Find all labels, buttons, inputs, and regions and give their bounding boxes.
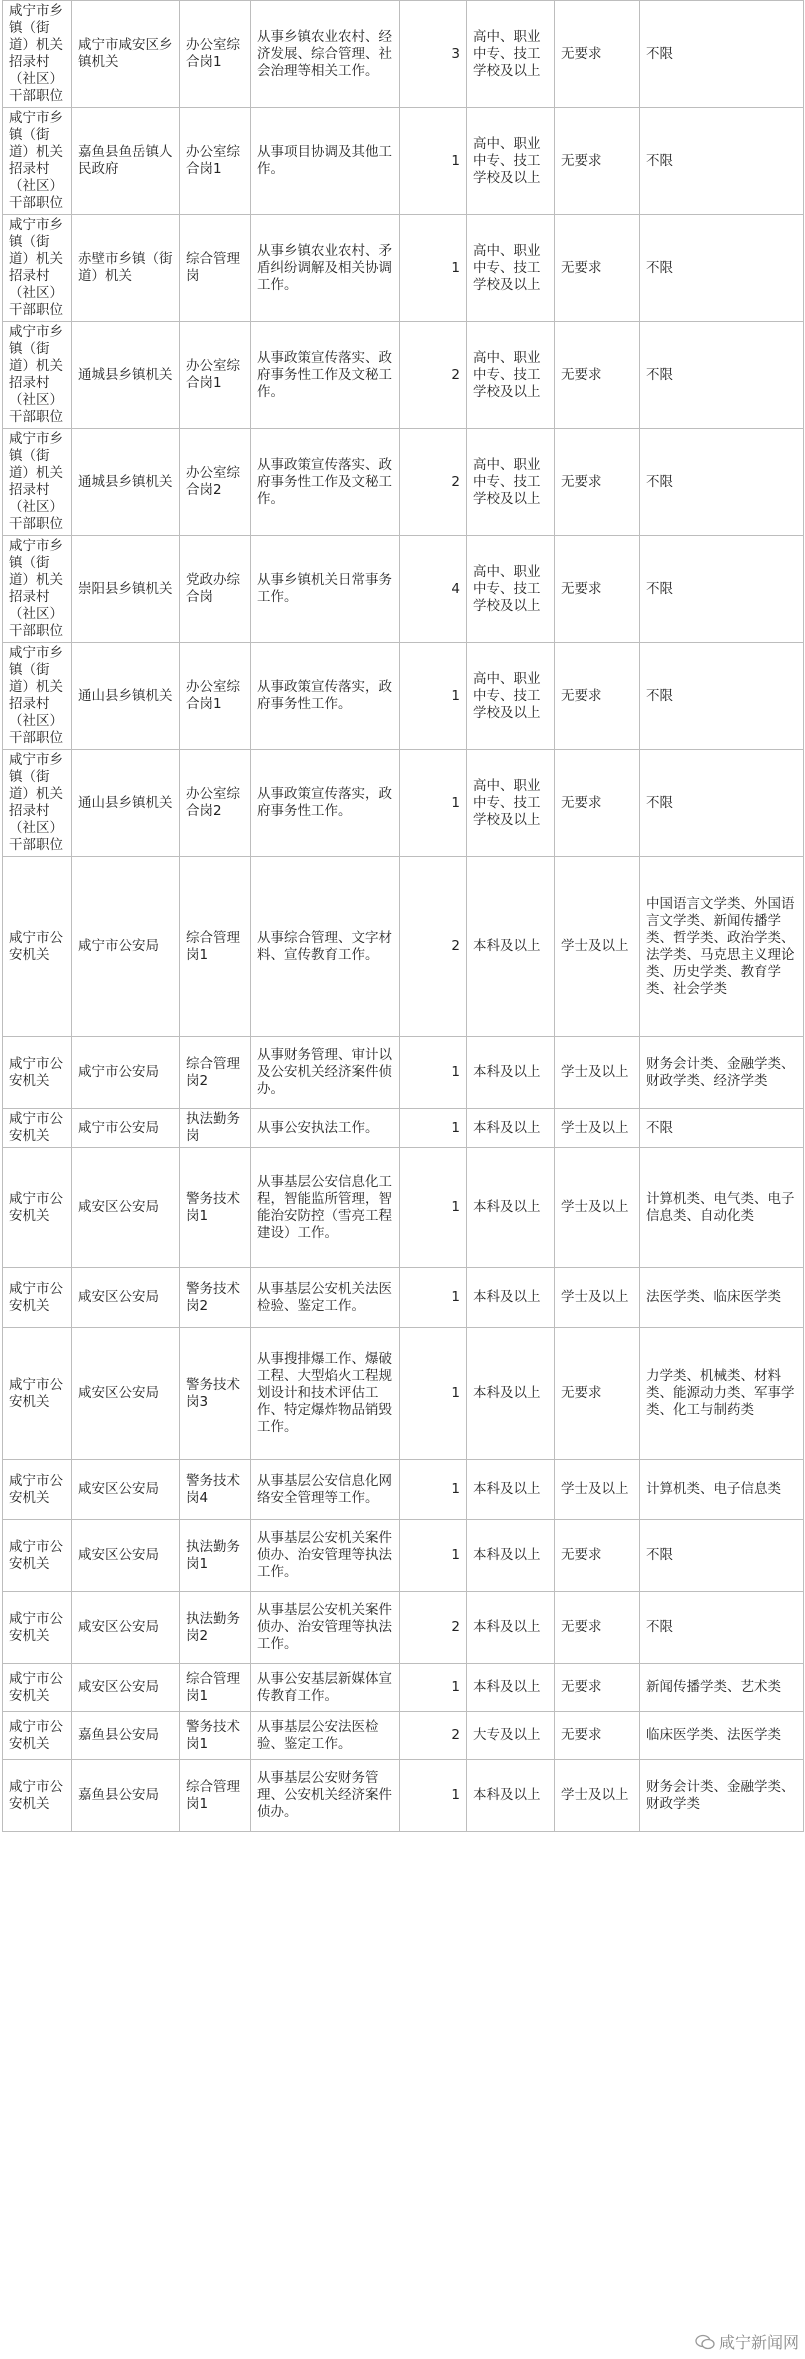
- cell-major: 财务会计类、金融学类、财政学类: [640, 1760, 804, 1832]
- cell-unit: 咸宁市公安机关: [3, 1037, 72, 1109]
- cell-major: 财务会计类、金融学类、财政学类、经济学类: [640, 1037, 804, 1109]
- cell-degree: 无要求: [555, 536, 640, 643]
- cell-position: 警务技术岗1: [180, 1148, 251, 1268]
- cell-position: 办公室综合岗2: [180, 750, 251, 857]
- cell-position: 办公室综合岗1: [180, 1, 251, 108]
- cell-degree: 无要求: [555, 643, 640, 750]
- cell-major: 不限: [640, 536, 804, 643]
- cell-education: 高中、职业中专、技工学校及以上: [467, 429, 555, 536]
- cell-education: 本科及以上: [467, 1592, 555, 1664]
- cell-department: 赤壁市乡镇（街道）机关: [72, 215, 180, 322]
- cell-duties: 从事财务管理、审计以及公安机关经济案件侦办。: [251, 1037, 400, 1109]
- cell-duties: 从事基层公安机关案件侦办、治安管理等执法工作。: [251, 1520, 400, 1592]
- cell-unit: 咸宁市乡镇（街道）机关招录村（社区）干部职位: [3, 215, 72, 322]
- cell-duties: 从事基层公安财务管理、公安机关经济案件侦办。: [251, 1760, 400, 1832]
- cell-degree: 无要求: [555, 215, 640, 322]
- cell-unit: 咸宁市公安机关: [3, 1760, 72, 1832]
- cell-unit: 咸宁市乡镇（街道）机关招录村（社区）干部职位: [3, 1, 72, 108]
- cell-headcount: 2: [400, 857, 467, 1037]
- cell-headcount: 1: [400, 1328, 467, 1460]
- cell-major: 不限: [640, 108, 804, 215]
- watermark: [695, 2330, 799, 2353]
- cell-duties: 从事政策宣传落实，政府事务性工作。: [251, 643, 400, 750]
- cell-department: 咸安区公安局: [72, 1460, 180, 1520]
- cell-position: 办公室综合岗1: [180, 643, 251, 750]
- cell-major: 不限: [640, 1520, 804, 1592]
- cell-degree: 无要求: [555, 1328, 640, 1460]
- cell-headcount: 2: [400, 322, 467, 429]
- cell-major: 不限: [640, 215, 804, 322]
- cell-headcount: 1: [400, 1037, 467, 1109]
- cell-position: 综合管理岗1: [180, 1664, 251, 1712]
- cell-department: 咸安区公安局: [72, 1148, 180, 1268]
- table-row: [3, 108, 804, 215]
- cell-headcount: 4: [400, 536, 467, 643]
- cell-department: 咸宁市公安局: [72, 857, 180, 1037]
- cell-education: 本科及以上: [467, 1760, 555, 1832]
- cell-major: 不限: [640, 750, 804, 857]
- cell-department: 咸宁市咸安区乡镇机关: [72, 1, 180, 108]
- cell-major: 中国语言文学类、外国语言文学类、新闻传播学类、哲学类、政治学类、法学类、马克思主义理论类、历史学类、教育学类、社会学类: [640, 857, 804, 1037]
- table-row: [3, 1148, 804, 1268]
- cell-unit: 咸宁市公安机关: [3, 1148, 72, 1268]
- cell-headcount: 1: [400, 1664, 467, 1712]
- cell-department: 咸安区公安局: [72, 1328, 180, 1460]
- cell-department: 通山县乡镇机关: [72, 643, 180, 750]
- cell-duties: 从事项目协调及其他工作。: [251, 108, 400, 215]
- cell-unit: 咸宁市公安机关: [3, 1592, 72, 1664]
- cell-unit: 咸宁市公安机关: [3, 1460, 72, 1520]
- cell-unit: 咸宁市乡镇（街道）机关招录村（社区）干部职位: [3, 750, 72, 857]
- cell-position: 党政办综合岗: [180, 536, 251, 643]
- cell-headcount: 3: [400, 1, 467, 108]
- cell-education: 本科及以上: [467, 1148, 555, 1268]
- cell-degree: 无要求: [555, 750, 640, 857]
- table-row: [3, 1664, 804, 1712]
- watermark-text: 咸宁新闻网: [718, 2333, 799, 2352]
- cell-degree: 无要求: [555, 1592, 640, 1664]
- cell-degree: 学士及以上: [555, 1037, 640, 1109]
- cell-headcount: 2: [400, 429, 467, 536]
- cell-education: 本科及以上: [467, 1460, 555, 1520]
- cell-duties: 从事基层公安法医检验、鉴定工作。: [251, 1712, 400, 1760]
- cell-department: 通城县乡镇机关: [72, 429, 180, 536]
- table-row: [3, 1460, 804, 1520]
- cell-duties: 从事乡镇机关日常事务工作。: [251, 536, 400, 643]
- cell-degree: 学士及以上: [555, 1148, 640, 1268]
- cell-education: 本科及以上: [467, 1037, 555, 1109]
- cell-department: 通城县乡镇机关: [72, 322, 180, 429]
- cell-major: 不限: [640, 1592, 804, 1664]
- cell-headcount: 1: [400, 643, 467, 750]
- cell-education: 本科及以上: [467, 1268, 555, 1328]
- cell-education: 本科及以上: [467, 1664, 555, 1712]
- cell-major: 计算机类、电气类、电子信息类、自动化类: [640, 1148, 804, 1268]
- cell-education: 高中、职业中专、技工学校及以上: [467, 215, 555, 322]
- cell-duties: 从事公安基层新媒体宣传教育工作。: [251, 1664, 400, 1712]
- cell-position: 办公室综合岗2: [180, 429, 251, 536]
- cell-education: 本科及以上: [467, 1328, 555, 1460]
- cell-unit: 咸宁市公安机关: [3, 1268, 72, 1328]
- cell-headcount: 1: [400, 1760, 467, 1832]
- cell-headcount: 1: [400, 1109, 467, 1148]
- cell-education: 高中、职业中专、技工学校及以上: [467, 643, 555, 750]
- cell-major: 新闻传播学类、艺术类: [640, 1664, 804, 1712]
- cell-headcount: 1: [400, 108, 467, 215]
- cell-education: 高中、职业中专、技工学校及以上: [467, 108, 555, 215]
- cell-headcount: 1: [400, 1268, 467, 1328]
- cell-degree: 无要求: [555, 429, 640, 536]
- cell-position: 执法勤务岗1: [180, 1520, 251, 1592]
- cell-position: 警务技术岗4: [180, 1460, 251, 1520]
- job-table: [2, 0, 804, 1832]
- cell-unit: 咸宁市公安机关: [3, 1520, 72, 1592]
- cell-unit: 咸宁市乡镇（街道）机关招录村（社区）干部职位: [3, 108, 72, 215]
- cell-position: 办公室综合岗1: [180, 108, 251, 215]
- table-row: [3, 1, 804, 108]
- cell-unit: 咸宁市公安机关: [3, 1328, 72, 1460]
- table-row: [3, 1520, 804, 1592]
- cell-degree: 学士及以上: [555, 857, 640, 1037]
- cell-duties: 从事搜排爆工作、爆破工程、大型焰火工程规划设计和技术评估工作、特定爆炸物品销毁工作。: [251, 1328, 400, 1460]
- cell-department: 咸安区公安局: [72, 1664, 180, 1712]
- table-row: [3, 1760, 804, 1832]
- table-row: [3, 750, 804, 857]
- cell-degree: 无要求: [555, 108, 640, 215]
- cell-education: 高中、职业中专、技工学校及以上: [467, 322, 555, 429]
- cell-department: 通山县乡镇机关: [72, 750, 180, 857]
- table-row: [3, 1037, 804, 1109]
- cell-position: 综合管理岗2: [180, 1037, 251, 1109]
- cell-unit: 咸宁市公安机关: [3, 857, 72, 1037]
- table-row: [3, 1712, 804, 1760]
- cell-education: 本科及以上: [467, 857, 555, 1037]
- cell-major: 不限: [640, 322, 804, 429]
- cell-major: 不限: [640, 643, 804, 750]
- cell-degree: 无要求: [555, 1, 640, 108]
- wechat-icon: [695, 2334, 715, 2350]
- cell-degree: 无要求: [555, 1712, 640, 1760]
- cell-duties: 从事政策宣传落实、政府事务性工作及文秘工作。: [251, 429, 400, 536]
- cell-position: 警务技术岗3: [180, 1328, 251, 1460]
- cell-unit: 咸宁市乡镇（街道）机关招录村（社区）干部职位: [3, 643, 72, 750]
- cell-degree: 学士及以上: [555, 1460, 640, 1520]
- cell-duties: 从事综合管理、文字材料、宣传教育工作。: [251, 857, 400, 1037]
- cell-duties: 从事基层公安机关案件侦办、治安管理等执法工作。: [251, 1592, 400, 1664]
- cell-major: 力学类、机械类、材料类、能源动力类、军事学类、化工与制药类: [640, 1328, 804, 1460]
- cell-unit: 咸宁市公安机关: [3, 1109, 72, 1148]
- cell-headcount: 1: [400, 1520, 467, 1592]
- cell-position: 办公室综合岗1: [180, 322, 251, 429]
- cell-duties: 从事基层公安机关法医检验、鉴定工作。: [251, 1268, 400, 1328]
- cell-position: 综合管理岗1: [180, 1760, 251, 1832]
- cell-duties: 从事政策宣传落实，政府事务性工作。: [251, 750, 400, 857]
- cell-duties: 从事基层公安信息化网络安全管理等工作。: [251, 1460, 400, 1520]
- cell-unit: 咸宁市公安机关: [3, 1712, 72, 1760]
- cell-position: 综合管理岗: [180, 215, 251, 322]
- cell-position: 警务技术岗1: [180, 1712, 251, 1760]
- cell-education: 本科及以上: [467, 1520, 555, 1592]
- table-row: [3, 643, 804, 750]
- cell-major: 不限: [640, 429, 804, 536]
- cell-degree: 无要求: [555, 322, 640, 429]
- cell-department: 咸安区公安局: [72, 1592, 180, 1664]
- cell-department: 崇阳县乡镇机关: [72, 536, 180, 643]
- cell-headcount: 1: [400, 1148, 467, 1268]
- cell-department: 嘉鱼县公安局: [72, 1712, 180, 1760]
- cell-education: 本科及以上: [467, 1109, 555, 1148]
- cell-headcount: 2: [400, 1712, 467, 1760]
- cell-headcount: 1: [400, 1460, 467, 1520]
- cell-unit: 咸宁市乡镇（街道）机关招录村（社区）干部职位: [3, 429, 72, 536]
- table-row: [3, 322, 804, 429]
- table-row: [3, 215, 804, 322]
- cell-department: 嘉鱼县鱼岳镇人民政府: [72, 108, 180, 215]
- cell-degree: 学士及以上: [555, 1109, 640, 1148]
- cell-duties: 从事乡镇农业农村、矛盾纠纷调解及相关协调工作。: [251, 215, 400, 322]
- cell-unit: 咸宁市乡镇（街道）机关招录村（社区）干部职位: [3, 322, 72, 429]
- cell-degree: 学士及以上: [555, 1268, 640, 1328]
- cell-headcount: 1: [400, 215, 467, 322]
- cell-department: 嘉鱼县公安局: [72, 1760, 180, 1832]
- cell-degree: 无要求: [555, 1520, 640, 1592]
- table-row: [3, 857, 804, 1037]
- cell-unit: 咸宁市公安机关: [3, 1664, 72, 1712]
- cell-education: 高中、职业中专、技工学校及以上: [467, 750, 555, 857]
- cell-duties: 从事公安执法工作。: [251, 1109, 400, 1148]
- cell-duties: 从事政策宣传落实、政府事务性工作及文秘工作。: [251, 322, 400, 429]
- cell-major: 不限: [640, 1, 804, 108]
- job-table-body: [3, 1, 804, 1832]
- cell-position: 执法勤务岗2: [180, 1592, 251, 1664]
- cell-department: 咸安区公安局: [72, 1268, 180, 1328]
- cell-position: 警务技术岗2: [180, 1268, 251, 1328]
- cell-degree: 无要求: [555, 1664, 640, 1712]
- cell-duties: 从事基层公安信息化工程，智能监所管理，智能治安防控（雪亮工程建设）工作。: [251, 1148, 400, 1268]
- cell-education: 高中、职业中专、技工学校及以上: [467, 1, 555, 108]
- table-row: [3, 429, 804, 536]
- cell-major: 计算机类、电子信息类: [640, 1460, 804, 1520]
- cell-headcount: 2: [400, 1592, 467, 1664]
- cell-department: 咸宁市公安局: [72, 1037, 180, 1109]
- cell-education: 大专及以上: [467, 1712, 555, 1760]
- cell-major: 不限: [640, 1109, 804, 1148]
- cell-position: 执法勤务岗: [180, 1109, 251, 1148]
- cell-department: 咸安区公安局: [72, 1520, 180, 1592]
- table-row: [3, 1109, 804, 1148]
- cell-duties: 从事乡镇农业农村、经济发展、综合管理、社会治理等相关工作。: [251, 1, 400, 108]
- cell-education: 高中、职业中专、技工学校及以上: [467, 536, 555, 643]
- table-row: [3, 1328, 804, 1460]
- cell-unit: 咸宁市乡镇（街道）机关招录村（社区）干部职位: [3, 536, 72, 643]
- cell-headcount: 1: [400, 750, 467, 857]
- table-row: [3, 536, 804, 643]
- cell-major: 临床医学类、法医学类: [640, 1712, 804, 1760]
- cell-major: 法医学类、临床医学类: [640, 1268, 804, 1328]
- table-row: [3, 1268, 804, 1328]
- cell-department: 咸宁市公安局: [72, 1109, 180, 1148]
- cell-position: 综合管理岗1: [180, 857, 251, 1037]
- cell-degree: 学士及以上: [555, 1760, 640, 1832]
- table-row: [3, 1592, 804, 1664]
